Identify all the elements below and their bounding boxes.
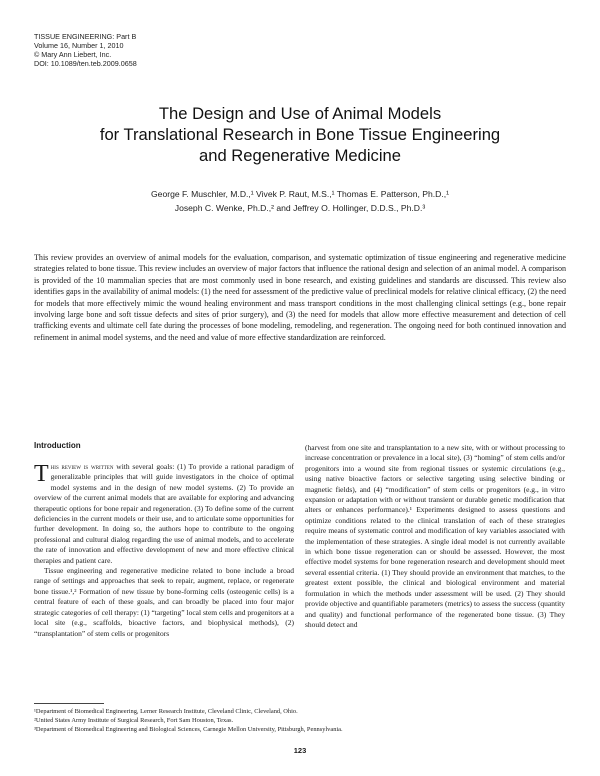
title-line: The Design and Use of Animal Models: [158, 104, 442, 123]
section-heading-introduction: Introduction: [34, 441, 81, 450]
title-line: and Regenerative Medicine: [198, 146, 402, 165]
footnote-divider: [34, 703, 104, 704]
body-paragraph: Tissue engineering and regenerative medicine related to bone include a broad range of settings and approaches that seek to repair, augment, replace, or regenerate bone tissue.¹,² Formation of new tissue by bone-forming cells (osteogenic cells) is a central feature of each of these goals, and can broadly be placed into four major strategic categories of cell therapy: (1) “targeting” local stem cells and progenitors at a local site (e.g., scaffolds, bioactive factors, and biophysical methods), (2) “transplantation” of stem cells or progenitors: [34, 566, 294, 638]
page-number: 123: [293, 746, 307, 755]
journal-copyright: © Mary Ann Liebert, Inc.: [34, 50, 112, 59]
footnotes: [34, 707, 343, 734]
abstract: This review provides an overview of animal models for the evaluation, comparison, and systematic optimization of tissue engineering and regenerative medicine strategies related to bone tissue. This review includes an overview of major factors that influence the rational design and selection of an animal model. A comparison is provided of the 10 mammalian species that are most commonly used in bone research, and existing guidelines and standards are discussed. This review also identifies gaps in the availability of animal models: (1) the need for assessment of the predictive value of preclinical models for relative clinical efficacy, (2) the need for models that more effectively mimic the wound healing environment and mass transport conditions in the most challenging clinical settings (e.g., bone repair involving large bone and soft tissue defects and sites of prior surgery), and (3) the need for models that allow more effective measurement and detection of cell trafficking events and ultimate cell fate during the processes of bone modeling, remodeling, and regeneration. The ongoing need for both continued innovation and refinement in animal model systems, and the need and value of more effective standardization are reinforced.: [34, 253, 566, 342]
footnote: ³Department of Biomedical Engineering and Biological Sciences, Carnegie Mellon University, Pittsburgh, Pennsylvania.: [34, 726, 343, 733]
body-column-right: [305, 443, 565, 630]
title-line: for Translational Research in Bone Tissue Engineering: [99, 125, 501, 144]
journal-name: TISSUE ENGINEERING: Part B: [34, 32, 137, 41]
footnote: ²United States Army Institute of Surgical Research, Fort Sam Houston, Texas.: [34, 717, 234, 724]
paragraph-text: with several goals: (1) To provide a rational paradigm of generalizable principles that will guide investigators in the choice of optimal model systems and in the design of new model systems. (2) To provide an overview of the current animal models that are available for exploring and advancing therapeutic options for bone repair and regeneration. (3) To define some of the current deficiencies in the current models or their use, and to articulate some opportunities for further development. In doing so, the authors hope to contribute to the ongoing professional and cultural dialog regarding the use of animal models, and to accelerate the rate of innovation and effective development of new and more effective clinical therapies and patient care.: [34, 462, 294, 565]
paper-title: [60, 103, 540, 166]
author-list: [40, 187, 560, 215]
body-column-left: [34, 462, 294, 639]
journal-doi: DOI: 10.1089/ten.teb.2009.0658: [34, 59, 137, 68]
body-paragraph: [34, 462, 294, 566]
lead-in-text: his review is written: [50, 462, 114, 471]
journal-header: [34, 32, 137, 68]
body-paragraph: (harvest from one site and transplantation to a new site, with or without processing to increase concentration or prevalence in a local site), (3) “homing” of stem cells and/or progenitors into a wound site from regional tissues or systemic circulations (e.g., using native bioactive factors or selective targeting using selective binding or magnetic fields), and (4) “modification” of stem cells or progenitors (e.g., in vitro expansion or adaptation with or without transient or durable genetic modification that alters or enhances performance).¹ Experiments designed to assess questions and optimize conditions related to the clinical translation of each of these strategies require means of systematic control and modification of key variables associated with the implementation of these strategies. A single ideal model is not currently available in which bone tissue regeneration can or should be assessed. However, the most effective model systems for bone regeneration research and development should meet several essential criteria. (1) They should provide an environment that matches, to the greatest extent possible, the clinical and biological environment and material formulation in which the methods under assessment will be used. (2) They should provide objective and quantifiable parameters (metrics) to assess the success (quantity and quality) and functional performance of the regenerated bone tissue. (3) They should detect and: [305, 443, 565, 629]
author-line: Joseph C. Wenke, Ph.D.,² and Jeffrey O. Hollinger, D.D.S., Ph.D.³: [174, 203, 426, 213]
author-line: George F. Muschler, M.D.,¹ Vivek P. Raut, M.S.,¹ Thomas E. Patterson, Ph.D.,¹: [150, 189, 450, 199]
drop-cap: T: [34, 461, 49, 487]
footnote: ¹Department of Biomedical Engineering, Lerner Research Institute, Cleveland Clinic, Cleveland, Ohio.: [34, 708, 298, 715]
journal-volume: Volume 16, Number 1, 2010: [34, 41, 124, 50]
